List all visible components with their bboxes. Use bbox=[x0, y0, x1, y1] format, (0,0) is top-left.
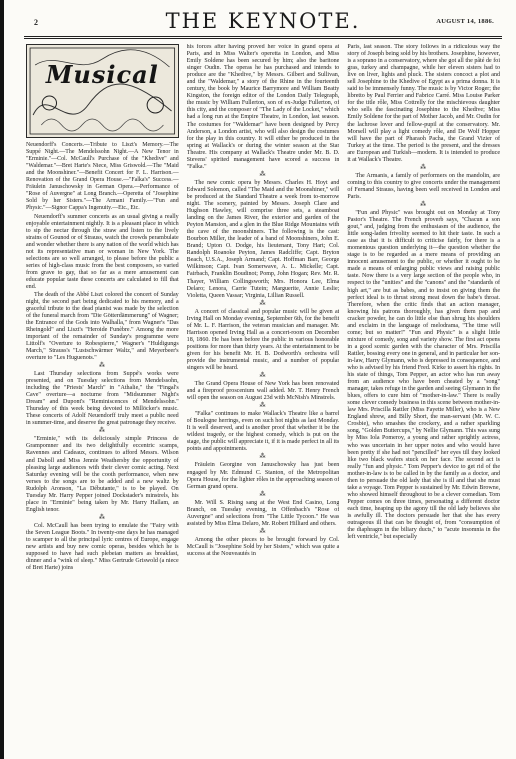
page-header bbox=[24, 6, 502, 36]
section-divider: ⁂ bbox=[259, 300, 267, 307]
page-number: 2 bbox=[34, 18, 38, 27]
section-divider: ⁂ bbox=[259, 403, 267, 410]
paragraph: Fräulein Georgine von Januschowsky has just been engaged by Mr. Edmund C. Stanton, of the Metropolitan Opera House, for the lighter rôles in the approaching season of German grand opera. bbox=[186, 462, 340, 490]
paragraph: "Erminie," with its deliciously simple Princess de Grampomner and its two delightfully eccentric scamps, Ravennes and Cadeaux, continues to afford Messrs. Wilson and Daboll and Miss Jennie Weathersby the opportunity of pleasing large audiences with their clever comic acting. Next Saturday evening will be the cooth performance, when new verses to the songs are to be added and a new waltz by Rudolph Aronson, "La Débutante," is to be played. On Tuesday Mr. Harry Pepper joined Dockstader's minstrels, his place in "Erminie" being taken by Mr. Harry Hallam, an English tenor. bbox=[26, 436, 179, 513]
publication-title: THE KEYNOTE. bbox=[165, 9, 361, 33]
paragraph: A concert of classical and popular music will be given at Irving Hall on Monday evening, September 6th, for the benefit of Mr. L. F. Harrison, the veteran musician and manager. Mr. Harrison opened Irving Hall as a concert-room on December 18, 1860. He has been before the public in various honorable positions for more than thirty years. At the entertainment to be given for his benefit Mr. H. B. Dodworth's orchestra will provide the instrumental music, and a number of popular singers will be heard. bbox=[186, 308, 340, 372]
musical-masthead bbox=[26, 44, 179, 138]
section-divider: ⁂ bbox=[420, 201, 428, 208]
column-2 bbox=[187, 44, 340, 749]
masthead-word: Musical bbox=[45, 60, 159, 89]
section-divider: ⁂ bbox=[420, 164, 428, 171]
paragraph: Last Thursday selections from Suppé's works were presented, and on Tuesday selections from Mendelssohn, including the "Priests' March" in "Athalie," the "Fingal's Cave" overture—a nocturne from "Midsummer Night's Dream" and Dupont's "Reminiscences of Mendelssohn." Thursday of this week being devoted to Millöcker's music. These concerts of Adolf Neuendorff truly meet a public need in summer-time, and deserve the great patronage they receive. bbox=[26, 370, 179, 427]
paragraph: The new comic opera by Messrs. Charles H. Hoyt and Edward Solomon, called "The Maid and the Moonshiner," will be produced at the Standard Theatre a week from to-morrow night. The scenery, painted by Messrs. Joseph Clare and Hughson Hawley, will comprise three sets, a steamboat landing on the James River, the exterior and garden of the Peyton Mansion, and a glen in the Blue Ridge Mountains with the cave of the moonshiners. The following is the cast: Bourbon Miller, the leader of a band of Moonshiners, John E. Brand; Upton O. Dodge, his lieutenant, Tony Hart; Col. Randolph Roanoke Peyton, James Radcliffe; Capt. Bryton Beach, U.S.A., Joseph Armand; Capt. Hoffman Barr, George Wilkinson; Capt. Ivan Somerwave, A. L. Mickelle; Capt. Fairbach, Franklin Boudinot; Pomp, John Hogan; Rev. Mr. R. Thayer, William Collingsworth; Mrs. Honora Lee, Elma Delaro; Lenora, Carrie Tutein; Marguerite, Annie Leslie; Violetta, Queen Vassar; Virginia, Lillian Russell. bbox=[186, 179, 340, 299]
column-1 bbox=[26, 44, 179, 749]
section-divider: ⁂ bbox=[98, 362, 106, 369]
section-divider: ⁂ bbox=[98, 428, 106, 435]
paragraph: Among the other pieces to be brought forward by Col. McCaull is "Josephine Sold by her Sisters," which was quite a success at the Nouveautés in bbox=[186, 536, 340, 557]
section-divider: ⁂ bbox=[259, 454, 267, 461]
paragraph: Mr. Will S. Rising sang at the West End Casino, Long Branch, on Tuesday evening, in Offenbach's "Rose of Auvergne" and selections from "The Little Tycoon." He was assisted by Miss Elma Delaro, Mr. Robert Hilliard and others. bbox=[186, 499, 340, 527]
column-3 bbox=[347, 44, 500, 749]
issue-date: AUGUST 14, 1886. bbox=[436, 18, 494, 25]
section-divider: ⁂ bbox=[259, 528, 267, 535]
paragraph: Neuendorff's summer concerts as an usual giving a really enjoyable entertainment nightly. It is a pleasant place in which to sip the nectar through the straw and listen to the lively strains of Gounod or of Strauss, watch the crowds perambulate and wonder whether there is any nation of the world which has not its representative man or woman in New York. The selections are so well arranged, to please before the public a series of high-class music from the best composers, so varied from grave to gay, that so far as a mere amusement can educate popular taste these concerts are calculated to fill that end. bbox=[26, 214, 179, 291]
paragraph: Col. McCaull has been trying to emulate the "Fairy with the Seven League Boots." In twenty-one days he has managed to scamper to all the principal lyric centres of Europe, engage new artists and buy new comic operas, besides which he is supposed to have had such plebeian matters as breakfast, dinner and a "wink of sleep." Miss Gertrude Griswold (a niece of Bret Harte) joins bbox=[26, 522, 179, 572]
paragraph: The death of the Abbé Liszt colored the concert of Sunday night, the second part being dedicated to his memory, and a graceful tribute to the dead pianist was made by the selection of the funeral march from "Die Götterdämmerung" of Wagner; the Entrance of the Gods into Walhalla," from Wagner's "Das Rheingold" and Liszt's "Heroide Funèbre." Among the more important of the remainder of Sunday's programme were Littolf's "Overture to Robespierre," Wagner's "Huldigungs March," Strauss's "Lustschwärmer Waltz," and Meyerbeer's overture to "Les Huguenots." bbox=[26, 291, 179, 361]
paragraph: The Grand Opera House of New York has been renovated and a fireproof proscenium wall added. Mr. T. Henry French will open the season on August 23d with McNish's Minstrels. bbox=[186, 381, 340, 402]
section-divider: ⁂ bbox=[98, 514, 106, 521]
header-rule-top bbox=[24, 36, 502, 37]
paragraph: Paris, last season. The story follows in a ridiculous way the story of Joseph being sold by his brothers. Josephine, however, is a soprano in a conservatory, where she got all the pâté de foi gras, turkey and champagne, while her eleven sisters had to live on liver, lights and pluck. The sisters concoct a plot and sell Josephine to the Khedive of Egypt as a prima donna. It is said to be immensely funny. The music is by Victor Roger; the libretto by Paul Ferrier and Fabrice Carré. Miss Louise Parker for the title rôle, Miss Cottrelly for the mischievous daughter who sells the fascinating Josephine to the Khedive; Miss Emily Soldene for the part of Mother Jacob, and Mr. Oudin for the lachrose lover and fellow-pupil at the conservatory. Mr. Morsell will play a light comedy rôle, and De Wolf Hopper will have the part of Pharaoh Pacha, the Grand Vizier of Turkey at the time. The period is the present, and the dresses are European and Turkish—modern. It is intended to produce it at Wallack's Theatre. bbox=[347, 44, 501, 163]
paragraph: "Falka" continues to make Wallack's Theatre like a barrel of Boulogne herrings, even on such hot nights as last Monday. It is well deserved, and is another proof that whether it be the wildest tragedy, or the highest comedy, which is put on the stage, the public will appreciate it, if it is made perfect in all its points and appointments. bbox=[186, 411, 340, 453]
article-summary: Neuendorff's Concerts.—Tribute to Liszt's Memory.—The Suppé Night.—The Mendelssohn Night.—A New Tenor in "Erminie."—Col. McCaull's Purchase of the "Khedive" and "Waldemar."—Bret Harte's Niece, Miss Griswold.—The "Maid and the Moonshiner."—Benefit Concert for F. L. Harrison.—Renovation of the Grand Opera House.—"Falka's" Success.—Fräulein Januschowsky in German Opera.—Performance of "Rose of Auvergne" at Long Branch.—Operetta of "Josephine Sold by her Sisters."—The Armani Family.—"Fun and Physic."—Signor Cappa's Ingenuity.—Etc., Etc. bbox=[26, 142, 179, 211]
paragraph: The Armanis, a family of performers on the mandolin, are coming to this country to give concerts under the management of Fernand Strauss, having been well received in London and Paris. bbox=[347, 172, 501, 200]
section-divider: ⁂ bbox=[259, 171, 267, 178]
header-rule-bottom bbox=[24, 38, 502, 39]
article-columns bbox=[26, 44, 500, 749]
paragraph: "Fun and Physic" was brought out on Monday at Tony Pastor's Theatre. The French proverb says, "Chacun a son gout," and, judging from the enthusiasm of the audience, the little song-laden frivolity seemed to hit their taste. In such a case as that it is difficult to criticise fairly, for there is a momentous question underlying it—the question whether the stage is to be regarded as a mere means of providing an innocent amusement to the public, or whether it ought to be made a means of enlarging public views and raising public taste. Now there is a very large section of the people who, in respect to the "unities" and the "canons" and the "standards of high art," are but as babes, and to insist on giving them the perfect ideal is to thrust strong meat down the babe's throat. Therefore, when the critic finds that an action manager, knowing his patrons thoroughly, has given them pap and cracker powder, he can do little else than shrug his shoulders and exclaim in the language of melodrama, "The time will come; but so matter!" "Fun and Physic" is a slight little mixture of comedy, song and variety show. The first act opens in a good scenic garden with the character of Mrs. Priscilla Rattler, bossing every one in general, and in particular her son-in-law, Harry Glymann, who is depressed in consequence, and who is advised by his friend Fred. Kirke to assert his rights. In his state of things, Tom Pepper, an actor who has run away from an audience who have been cheated by a "song" manager, takes refuge in the garden and seeing Glymann in the blues, offers to cure him of "mother-in-law." There is really some clever comedy business in this scene between mother-in-law Mrs. Priscilla Rattler (Miss Fayette Miller), who is a New England shrew, and Billy Short, the man-servant (Mr. W. C. Crosbie), who smashes the crockery, and a rather sparkling song, "Golden Buttercups," by Nellie Glymann. This was sung by Miss Iola Pomeroy, a young and rather sprightly actress, who was uncertain in her upper notes and who would have been pretty if she had not "pencilled" her eyes till they looked like two black wafers stuck on her face. The second act is really "fun and physic." Tom Pepper's device to get rid of the mother-in-law is to be called in by the family as a doctor, and then to persuade the old lady that she is ill and that she must take a voyage. Tom Pepper is sustained by Mr. Edwin Browne, who showed himself throughout to be a clever comedian. Tom Pepper comes on three times, personating a different doctor each time, heaping up the agony till the old lady believes she is awfully ill. The doctors persuade her that she has every outrageous ill that can be thought of, from "consumption of the diaphragm in the biliary ducts," to "acute insomnia in the left ventricle," but especially bbox=[347, 209, 501, 541]
masthead-ornament bbox=[27, 45, 178, 137]
section-divider: ⁂ bbox=[259, 373, 267, 380]
paragraph: his forces after having proved her voice in grand opera at Paris, and in Miss Walter's operetta in London, and Miss Emily Soldene has been secured by him; also the baritone singer Oudin. The operas he has purchased and intends to produce are the "Khedive," by Messrs. Gilbert and Sullivan, and the "Waldemar," a story of the Rhine in the fourteenth century, the book by Maurice Barrymore and William Beatty Kingston, the foreign editor of the London Daily Telegraph, the music by William Fullerton, son of ex-Judge Fullerton, of this city, and the composer of "The Lady of the Locket," which had a long run at the Empire Theatre, in London, last season. The costumes for "Waldemar" have been designed by Percy Anderson, a London artist, who will also design the costumes for the play in this country. It will either be produced in the spring at Wallack's or during the winter season at the Star Theatre. His company at Wallack's Theatre under Mr. B. D. Stevens' spirited management have scored a success in "Falka." bbox=[186, 44, 340, 170]
section-divider: ⁂ bbox=[259, 491, 267, 498]
